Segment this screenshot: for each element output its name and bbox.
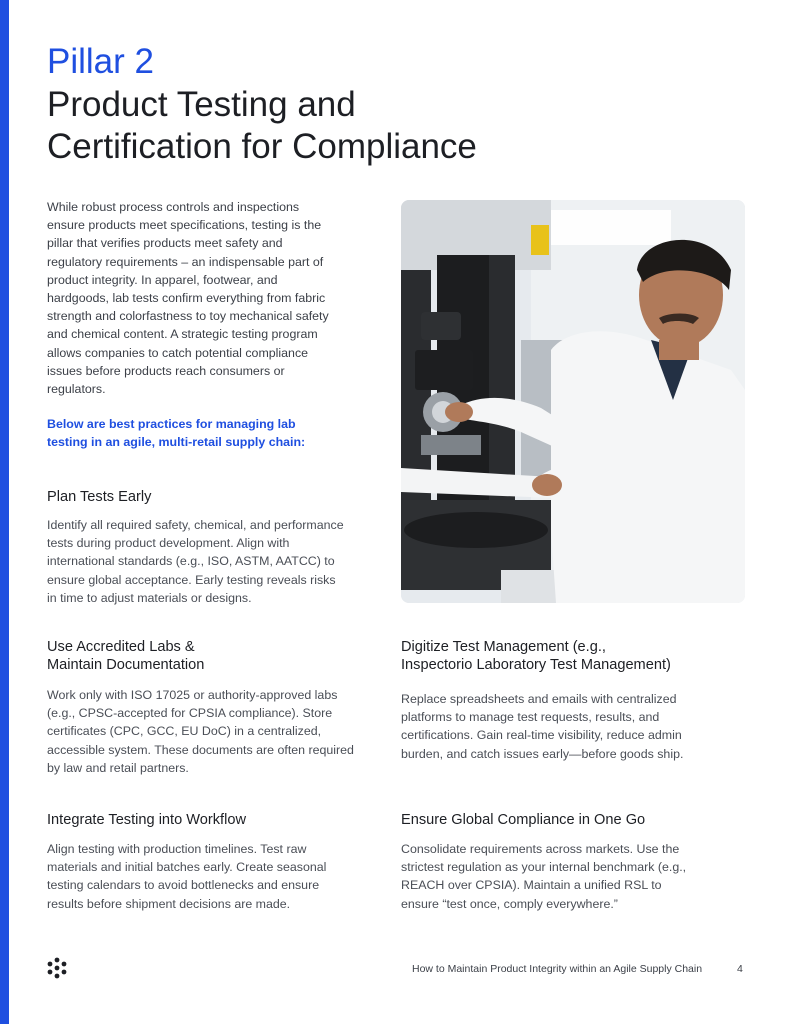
section-title-accredited-labs-line-2: Maintain Documentation [47, 657, 205, 673]
section-body-integrate: Align testing with production timelines. Test raw materials and initial batches early. Create seasonal testing calendars to avoid bottlenecks and ensure results before shipment decisions are made. [47, 842, 327, 911]
section-body-global-compliance: Consolidate requirements across markets. Use the strictest regulation as your internal benchmark (e.g., REACH over CPSIA). Maintain a unified RSL to ensure “test once, comply everywhere.” [401, 842, 687, 911]
lab-photo-illustration [401, 200, 745, 603]
section-title-global-compliance: Ensure Global Compliance in One Go [401, 812, 646, 828]
page-title-line-2: Certification for Compliance [47, 127, 477, 166]
footer-document-title: How to Maintain Product Integrity within an Agile Supply Chain [412, 963, 703, 975]
page-title [47, 84, 567, 168]
page-number: 4 [737, 963, 743, 975]
section-title-digitize [401, 638, 746, 674]
intro-paragraph: While robust process controls and inspections ensure products meet specifications, testing is the pillar that verifies products meet safety and regulatory requirements – an indispensable part of product integrity. In apparel, footwear, and hardgoods, lab tests confirm everything from fabric strength and colorfastness to toy mechanical safety and chemical content. A strategic testing program allows companies to catch potential compliance issues before products reach consumers or regulators. [47, 200, 329, 397]
section-title-digitize-line-1: Digitize Test Management (e.g., [401, 639, 606, 655]
section-title-digitize-line-2: Inspectorio Laboratory Test Management) [401, 657, 671, 673]
section-body-accredited-labs: Work only with ISO 17025 or authority-approved labs (e.g., CPSC-accepted for CPSIA compliance). Store certificates (CPC, GCC, EU DoC) in a centralized, accessible system. These documents are often required by law and retail partners. [47, 688, 354, 775]
lab-technician-photo [401, 200, 745, 603]
accent-bar [0, 0, 9, 1024]
section-body-plan-tests: Identify all required safety, chemical, and performance tests during product development. Align with international standards (e.g., ISO, ASTM, AATCC) to ensure global acceptance. Early testing reveals risks in time to adjust materials or designs. [47, 518, 344, 605]
page-title-line-1: Product Testing and [47, 85, 356, 124]
section-body-digitize: Replace spreadsheets and emails with centralized platforms to manage test requests, results, and certifications. Gain real-time visibility, reduce admin burden, and catch issues early—before goods ship. [401, 692, 684, 761]
section-title-accredited-labs-line-1: Use Accredited Labs & [47, 639, 195, 655]
dots-logo-icon [46, 957, 68, 979]
intro-highlight: Below are best practices for managing lab testing in an agile, multi-retail supply chain: [47, 417, 306, 450]
pillar-label: Pillar 2 [47, 42, 154, 81]
section-title-integrate: Integrate Testing into Workflow [47, 812, 247, 828]
section-title-plan-tests: Plan Tests Early [47, 489, 152, 505]
section-title-accredited-labs [47, 638, 347, 674]
